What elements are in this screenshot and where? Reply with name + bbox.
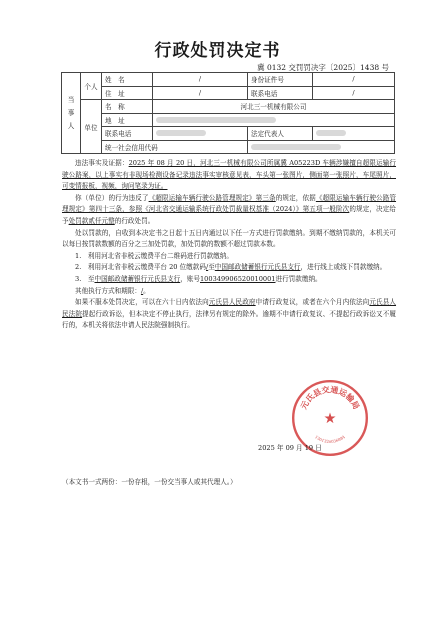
party-label-cell (62, 73, 81, 154)
appeal-intro: 如果不服本处罚决定，可以在六十日内依法向 (75, 298, 209, 307)
payment-option-1: 1. 利用河北省非税云缴费平台二维码进行罚款缴纳。 (75, 251, 233, 260)
individual-label-cell (81, 73, 102, 100)
unit-label-cell (81, 100, 102, 154)
payment-option-3 (62, 274, 396, 286)
legal-rep-label: 法定代表人 (248, 127, 313, 141)
facts-paragraph (62, 158, 396, 193)
unit-label: 单位 (84, 123, 98, 132)
review-authority: 元氏县人民政府 (208, 298, 256, 307)
unit-phone-value (153, 127, 248, 141)
redacted-credit-code (251, 144, 341, 150)
unit-address-value (153, 113, 395, 127)
seal-text: 元氏县交通运输局 (298, 384, 362, 411)
issue-date: 2025 年 09 月 19 日 (258, 444, 322, 452)
individual-label: 个人 (84, 83, 98, 91)
decision-intro: 的规定，决定给予 (62, 205, 397, 225)
violation-paragraph (62, 193, 396, 228)
legal-rep-value (313, 127, 395, 141)
option2-text: 2. 利用河北省非税云缴费平台 20 位缴款码 (75, 263, 206, 272)
credit-code-label: 统一社会信用代码 (102, 140, 248, 154)
violation-intro: 你（单位）的行为违反了 (75, 193, 149, 202)
unit-name-label: 名 称 (102, 100, 153, 114)
unit-name-value: 河北三一机械有限公司 (153, 100, 395, 114)
option3-bank: 中国邮政储蓄银行元氏县支行 (94, 274, 181, 283)
option3-account: 100349906520010001 (199, 274, 276, 283)
phone-label: 联系电话 (248, 86, 313, 100)
document-title: 行政处罚决定书 (154, 41, 281, 61)
option3-account-label: ，账号 (180, 274, 200, 283)
other-methods-paragraph (62, 286, 396, 298)
facts-text: 2025 年 08 月 20 日，河北三一机械有限公司所属冀 A05223D 车辆涉嫌擅自超限运输行驶公路案，以上事实有非现场检测设备记录违法事实审核意见表，车头第一张图片，侧面第一张照片，车尾照片，可变情报板，视频，询问笔录为证。 (62, 159, 397, 191)
court-authority: 元氏县人民法院 (62, 298, 397, 318)
redacted-phone (156, 130, 206, 136)
legal-basis: 《超限运输车辆行驶公路管理规定》第四十三条，参照《河北省交通运输系统行政处罚裁量权基准（2024）》第五项一般阶次 (62, 193, 397, 214)
redacted-legal-rep (316, 130, 346, 136)
option3-end: 进行罚款缴纳。 (275, 274, 322, 283)
appeal-paragraph (62, 297, 396, 332)
seal-code: 1301320036884 (314, 434, 346, 444)
appeal-end: 提起行政诉讼，但本决定不停止执行，法律另有规定的除外。逾期不申请行政复议、不提起行政诉讼又不履行的，本机关将依法申请人民法院强制执行。 (62, 309, 396, 330)
credit-code-value (248, 140, 395, 154)
party-label: 当事人 (67, 95, 75, 130)
option2-code: / (205, 263, 209, 272)
name-value: / (153, 73, 248, 87)
unit-phone-label: 联系电话 (102, 127, 153, 141)
appeal-middle: 申请行政复议，或者在六个月内依法向 (255, 298, 370, 307)
other-methods-value: / (140, 286, 144, 295)
party-info-table (61, 72, 395, 154)
id-value: / (313, 73, 395, 87)
decision-end: 的行政处罚。 (114, 216, 155, 225)
name-label: 姓 名 (102, 73, 153, 87)
address-value: / (153, 86, 248, 100)
document-body (62, 158, 396, 332)
violation-basis-intro: 的规定，依据 (275, 193, 316, 202)
option3-text: 3. 至 (75, 274, 95, 283)
payment-option-2 (62, 262, 396, 274)
option2-to: 至 (208, 263, 215, 272)
redacted-address (156, 117, 276, 123)
violated-regulation: 《超限运输车辆行驶公路管理规定》第三条 (148, 193, 276, 202)
document-number: 冀 0132 交罚罚决字〔2025〕1438 号 (257, 63, 389, 72)
phone-value: / (313, 86, 395, 100)
option2-end: ，进行线上或线下罚款缴纳。 (300, 263, 387, 272)
option2-bank: 中国邮政储蓄银行元氏县支行 (214, 263, 301, 272)
facts-label: 违法事实及证据： (75, 159, 129, 167)
other-methods-end: 。 (143, 286, 150, 295)
seal-star: ★ (323, 410, 337, 427)
address-label: 住 址 (102, 86, 153, 100)
unit-address-label: 地 址 (102, 113, 153, 127)
payment-terms-paragraph: 处以罚款的，自收到本决定书之日起十五日内通过以下任一方式进行罚款缴纳。到期不缴纳罚款的，本机关可以每日按罚款数额的百分之三加处罚款，加处罚款的数额不超过罚款本数。 (62, 228, 396, 249)
penalty-amount: 处罚款贰仟元整 (68, 216, 115, 225)
id-label: 身份证件号 (248, 73, 313, 87)
other-methods-label: 其他执行方式和期限： (75, 286, 141, 295)
footnote: （本文书一式两份：一份存根，一份交当事人或其代理人。） (62, 478, 237, 486)
